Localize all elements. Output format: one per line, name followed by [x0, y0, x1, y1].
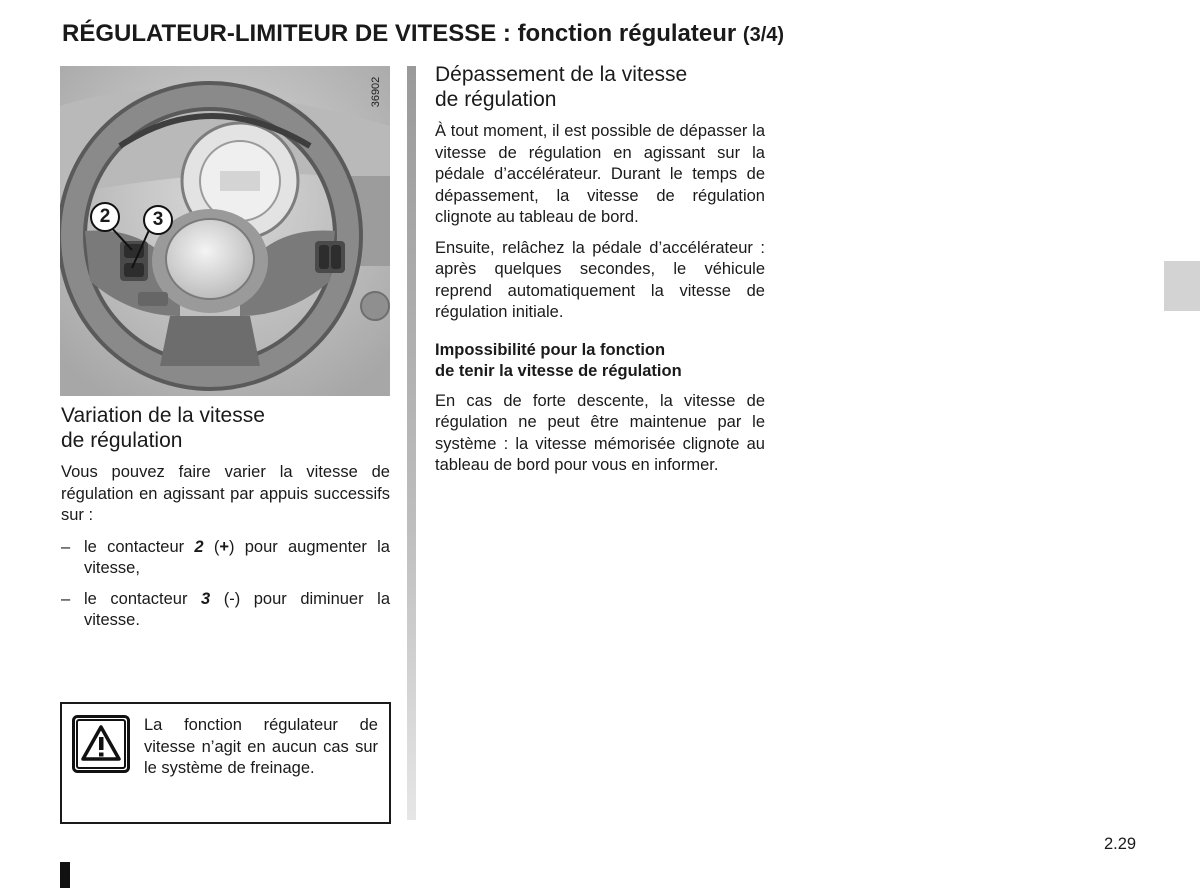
- plus-sign: +: [219, 537, 229, 556]
- page-title-text: RÉGULATEUR-LIMITEUR DE VITESSE : fonction régulateur: [62, 20, 737, 47]
- speed-variation-heading: [61, 403, 390, 453]
- page-title: [62, 18, 1062, 51]
- right-column: [435, 62, 765, 486]
- overtaking-paragraph: À tout moment, il est possible de dépasser la vitesse de régulation en agissant sur la pédale d’accélérateur. Durant le temps de dépassement, la vitesse de régulation clignote au tableau de bord.: [435, 122, 765, 226]
- switch-key: 2: [194, 537, 204, 556]
- list-item-post: ) pour augmenter la vitesse,: [84, 537, 390, 577]
- speed-variation-heading-line1: Variation de la vitesse: [61, 404, 265, 427]
- warning-box: [60, 702, 391, 824]
- switch-list: [61, 537, 390, 632]
- switch-key: 3: [200, 589, 211, 608]
- page-title-suffix: (3/4): [742, 24, 785, 46]
- callout-3-label: 3: [152, 209, 164, 230]
- descent-paragraph: En cas de forte descente, la vitesse de régulation ne peut être maintenue par le système : la vitesse mémorisée clignote au tableau de bord pour vous en informer.: [435, 391, 765, 474]
- steering-wheel-illustration: [60, 66, 390, 396]
- callout-2-label: 2: [99, 206, 111, 227]
- impossibility-subheading: [435, 340, 765, 382]
- list-dash: –: [61, 537, 71, 556]
- impossibility-subheading-line2: de tenir la vitesse de régulation: [435, 361, 682, 380]
- figure-reference: [368, 72, 384, 116]
- warning-text: La fonction régulateur de vitesse n’agit en aucun cas sur le système de freinage.: [144, 716, 378, 777]
- overtaking-heading: [435, 62, 765, 112]
- speed-variation-heading-line2: de régulation: [61, 429, 183, 452]
- list-item: [61, 589, 390, 632]
- left-column: [61, 403, 390, 641]
- callout-3: [143, 205, 173, 235]
- list-item-pre: le contacteur: [84, 589, 201, 608]
- list-item-mid: (: [203, 537, 220, 556]
- speed-variation-intro: Vous pouvez faire varier la vitesse de régulation en agissant par appuis successifs sur :: [61, 463, 390, 524]
- overtaking-heading-line1: Dépassement de la vitesse: [435, 63, 688, 86]
- overtaking-heading-line2: de régulation: [435, 88, 557, 111]
- release-paragraph: Ensuite, relâchez la pédale d’accélérateur : après quelques secondes, le véhicule reprend automatiquement la vitesse de régulation initiale.: [435, 238, 765, 321]
- list-dash: –: [61, 589, 71, 608]
- list-item-mid: (-) pour diminuer la vitesse.: [84, 589, 390, 629]
- list-item-pre: le contacteur: [84, 537, 195, 556]
- figure-reference-number: 36902: [370, 76, 382, 108]
- column-divider: [407, 66, 416, 820]
- list-item: [61, 537, 390, 580]
- corner-mark: [60, 862, 70, 888]
- impossibility-subheading-line1: Impossibilité pour la fonction: [435, 340, 666, 359]
- page-number: 2.29: [1104, 835, 1137, 853]
- warning-triangle-icon: [72, 715, 130, 773]
- chapter-tab: [1164, 261, 1200, 311]
- callout-2: [90, 202, 120, 232]
